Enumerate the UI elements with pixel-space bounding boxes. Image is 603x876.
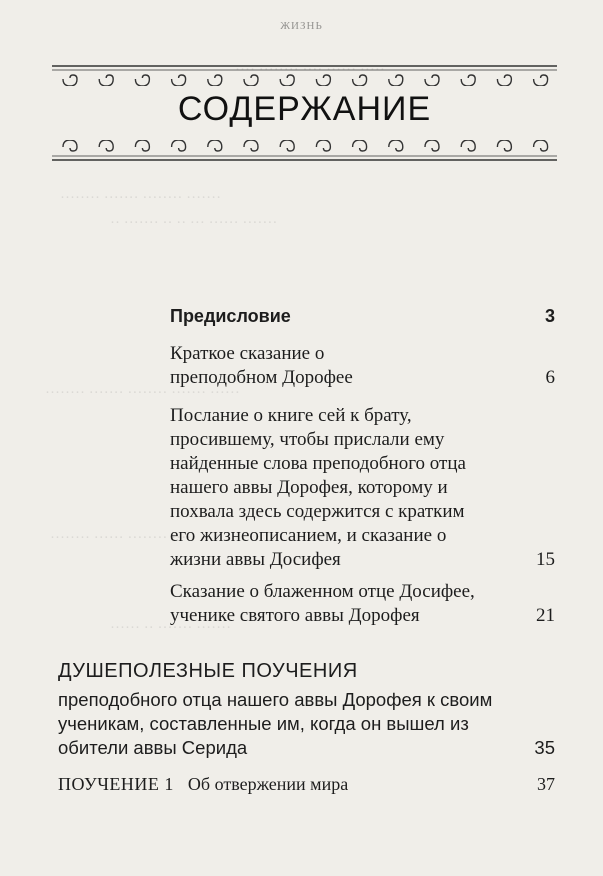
scroll-ornament	[280, 75, 294, 86]
bleed-through-text: ·· ······· ·· ·· ··· ······ ·······	[110, 215, 278, 231]
toc-page-number: 21	[536, 605, 555, 626]
scroll-ornament	[135, 140, 149, 151]
toc-page-number: 37	[537, 774, 555, 794]
scroll-ornament	[208, 140, 222, 151]
toc-entry-preface[interactable]	[170, 304, 555, 328]
bleed-through-text: ········ ······· ········ ······· ······	[45, 385, 240, 401]
toc-entry-epistle[interactable]	[170, 404, 555, 572]
toc-entry-text: Краткое сказание о преподобном Дорофее	[170, 343, 353, 388]
bottom-ornament-border	[52, 140, 557, 164]
toc-page-number: 15	[536, 549, 555, 570]
scroll-ornament	[208, 75, 222, 86]
section-heading: ДУШЕПОЛЕЗНЫЕ ПОУЧЕНИЯ	[58, 660, 358, 682]
scroll-ornament	[172, 140, 186, 151]
scroll-ornament	[497, 75, 511, 86]
toc-entry-lesson-1[interactable]	[58, 774, 555, 795]
scroll-ornament	[135, 75, 149, 86]
bleed-through-text: ···· ········ ···· ······ ·····	[235, 62, 385, 78]
scroll-ornament	[425, 140, 439, 151]
lesson-number: ПОУЧЕНИЕ 1	[58, 774, 174, 794]
scroll-ornament	[534, 140, 548, 151]
toc-page-number: 35	[534, 737, 555, 758]
scroll-ornament	[461, 140, 475, 151]
scroll-ornament	[280, 140, 294, 151]
scroll-ornament	[389, 75, 403, 86]
toc-entry-dositheus[interactable]	[170, 580, 555, 628]
scroll-ornament	[497, 140, 511, 151]
scroll-ornament	[99, 75, 113, 86]
scroll-ornament	[425, 75, 439, 86]
scroll-ornament	[389, 140, 403, 151]
scroll-ornament	[353, 75, 367, 86]
scroll-ornament	[461, 75, 475, 86]
scroll-ornament	[316, 75, 330, 86]
running-head: ЖИЗНЬ	[280, 20, 323, 32]
toc-entry-text: Сказание о блаженном отце Досифее, ученике святого аввы Дорофея	[170, 581, 475, 626]
top-ornament-border	[52, 62, 557, 86]
scroll-ornament	[63, 140, 77, 151]
page-title: СОДЕРЖАНИЕ	[177, 90, 432, 128]
scroll-ornament	[244, 75, 258, 86]
scroll-ornament	[63, 75, 77, 86]
bleed-through-text: ······ ·· ······· ·······	[110, 620, 232, 636]
toc-entry-text: Предисловие	[170, 306, 291, 326]
bleed-through-text: ········ ······· ········ ·······	[60, 190, 222, 206]
bleed-through-text: ········ ······ ········ ·····	[50, 530, 197, 546]
lesson-title: Об отвержении мира	[187, 774, 349, 794]
scroll-ornament	[353, 140, 367, 151]
toc-page-number: 3	[544, 306, 555, 326]
toc-entry-brief-account[interactable]	[170, 342, 555, 390]
scroll-ornament	[316, 140, 330, 151]
scroll-ornament	[244, 140, 258, 151]
scroll-ornament	[99, 140, 113, 151]
scroll-ornament	[534, 75, 548, 86]
section-subtitle-entry[interactable]	[58, 688, 555, 760]
toc-page-number: 6	[545, 367, 555, 388]
section-subtitle: преподобного отца нашего аввы Дорофея к своим ученикам, составленные им, когда он вышел из обители аввы Серида	[58, 689, 493, 758]
toc-entry-text: Послание о книге сей к брату, просившему, чтобы прислали ему найденные слова преподобного отца нашего аввы Дорофея, которому и похвала здесь содержится с кратким его жизнеописанием, и сказание о жизни аввы Досифея	[170, 405, 466, 570]
scroll-ornament	[172, 75, 186, 86]
